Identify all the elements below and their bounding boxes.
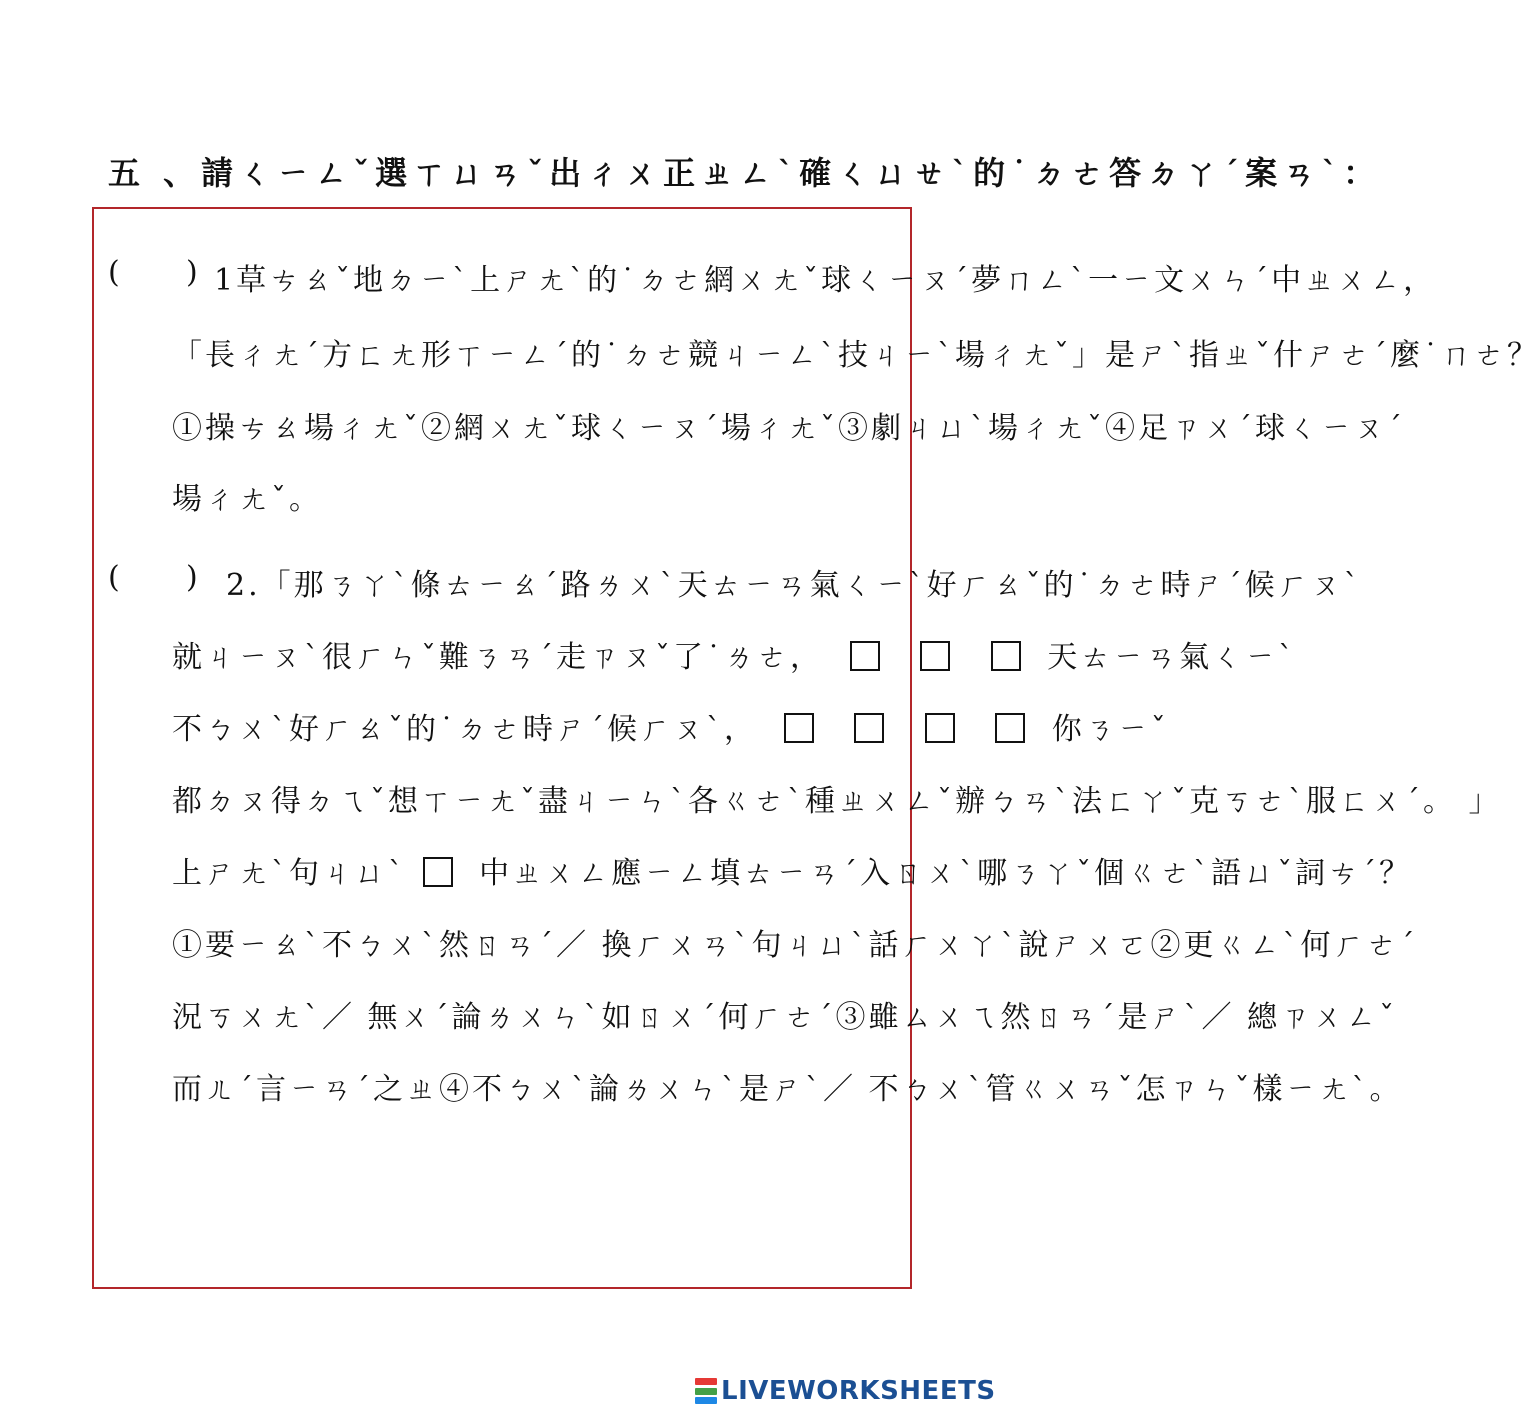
q2-line-5 bbox=[172, 848, 1412, 892]
q2-line-4: 都ㄉㄡ得ㄉㄟˇ想ㄒㄧㄤˇ盡ㄐㄧㄣˋ各ㄍㄜˋ種ㄓㄨㄥˇ辦ㄅㄢˋ法ㄈㄚˇ克ㄎㄜˋ服ㄈㄨˊ。 」 bbox=[172, 784, 1502, 819]
q2-line-1: 2.「那ㄋㄚˋ條ㄊㄧㄠˊ路ㄌㄨˋ天ㄊㄧㄢ氣ㄑㄧˋ好ㄏㄠˇ的˙ㄉㄜ時ㄕˊ候ㄏㄡˋ bbox=[226, 568, 1362, 603]
section-heading: 五 、請ㄑㄧㄥˇ選ㄒㄩㄢˇ出ㄔㄨ正ㄓㄥˋ確ㄑㄩㄝˋ的˙ㄉㄜ答ㄉㄚˊ案ㄢˋ： bbox=[108, 154, 1382, 192]
q2-open-paren: ( bbox=[108, 560, 120, 595]
blank-box bbox=[784, 713, 814, 743]
q1-line-1: 1草ㄘㄠˇ地ㄉㄧˋ上ㄕㄤˋ的˙ㄉㄜ網ㄨㄤˇ球ㄑㄧㄡˊ夢ㄇㄥˋ一ㄧ文ㄨㄣˊ中ㄓㄨㄥ， bbox=[214, 263, 1437, 298]
q2-line-3 bbox=[172, 704, 1169, 748]
q2-line-2-tail: 天ㄊㄧㄢ氣ㄑㄧˋ bbox=[1047, 640, 1297, 675]
liveworksheets-logo bbox=[695, 1376, 996, 1406]
blank-box bbox=[423, 857, 453, 887]
q2-line-5-text: 上ㄕㄤˋ句ㄐㄩˋ bbox=[172, 856, 406, 891]
q2-line-3-tail: 你ㄋㄧˇ bbox=[1051, 712, 1169, 747]
blank-box bbox=[925, 713, 955, 743]
q1-line-2: 「長ㄔㄤˊ方ㄈㄤ形ㄒㄧㄥˊ的˙ㄉㄜ競ㄐㄧㄥˋ技ㄐㄧˋ場ㄔㄤˇ」是ㄕˋ指ㄓˇ什ㄕㄜˊ麼˙ㄇㄜ？ bbox=[172, 338, 1540, 373]
q2-line-2 bbox=[172, 632, 1296, 676]
logo-bar bbox=[695, 1397, 717, 1404]
q2-line-7: 況ㄎㄨㄤˋ／ 無ㄨˊ論ㄌㄨㄣˋ如ㄖㄨˊ何ㄏㄜˊ③雖ㄙㄨㄟ然ㄖㄢˊ是ㄕˋ／ 總ㄗㄨㄥˇ bbox=[172, 1000, 1398, 1035]
blank-box bbox=[920, 641, 950, 671]
q2-line-5-tail: 中ㄓㄨㄥ應ㄧㄥ填ㄊㄧㄢˊ入ㄖㄨˋ哪ㄋㄚˇ個ㄍㄜˋ語ㄩˇ詞ㄘˊ？ bbox=[479, 856, 1413, 891]
q1-open-paren: ( bbox=[108, 255, 120, 290]
logo-bar bbox=[695, 1378, 717, 1385]
logo-bar bbox=[695, 1388, 717, 1395]
logo-mark-icon bbox=[695, 1378, 717, 1404]
q1-line-3: ①操ㄘㄠ場ㄔㄤˇ②網ㄨㄤˇ球ㄑㄧㄡˊ場ㄔㄤˇ③劇ㄐㄩˋ場ㄔㄤˇ④足ㄗㄨˊ球ㄑㄧㄡˊ bbox=[172, 411, 1405, 446]
blank-box bbox=[854, 713, 884, 743]
q2-line-2-text: 就ㄐㄧㄡˋ很ㄏㄣˇ難ㄋㄢˊ走ㄗㄡˇ了˙ㄌㄜ， bbox=[172, 640, 823, 675]
q2-line-8: 而ㄦˊ言ㄧㄢˊ之ㄓ④不ㄅㄨˋ論ㄌㄨㄣˋ是ㄕˋ／ 不ㄅㄨˋ管ㄍㄨㄢˇ怎ㄗㄣˇ樣ㄧㄤˋ。 bbox=[172, 1072, 1403, 1107]
q2-close-paren: ) bbox=[186, 560, 198, 595]
q1-close-paren: ) bbox=[186, 255, 198, 290]
q2-answer-slot[interactable] bbox=[132, 560, 178, 598]
q1-line-4: 場ㄔㄤˇ。 bbox=[172, 482, 322, 517]
q2-line-6: ①要ㄧㄠˋ不ㄅㄨˋ然ㄖㄢˊ／ 換ㄏㄨㄢˋ句ㄐㄩˋ話ㄏㄨㄚˋ說ㄕㄨㄛ②更ㄍㄥˋ何ㄏㄜˊ bbox=[172, 928, 1418, 963]
q1-answer-slot[interactable] bbox=[132, 255, 178, 293]
blank-box bbox=[991, 641, 1021, 671]
blank-box bbox=[995, 713, 1025, 743]
q2-line-3-text: 不ㄅㄨˋ好ㄏㄠˇ的˙ㄉㄜ時ㄕˊ候ㄏㄡˋ， bbox=[172, 712, 757, 747]
logo-text: LIVEWORKSHEETS bbox=[721, 1376, 996, 1406]
blank-box bbox=[850, 641, 880, 671]
